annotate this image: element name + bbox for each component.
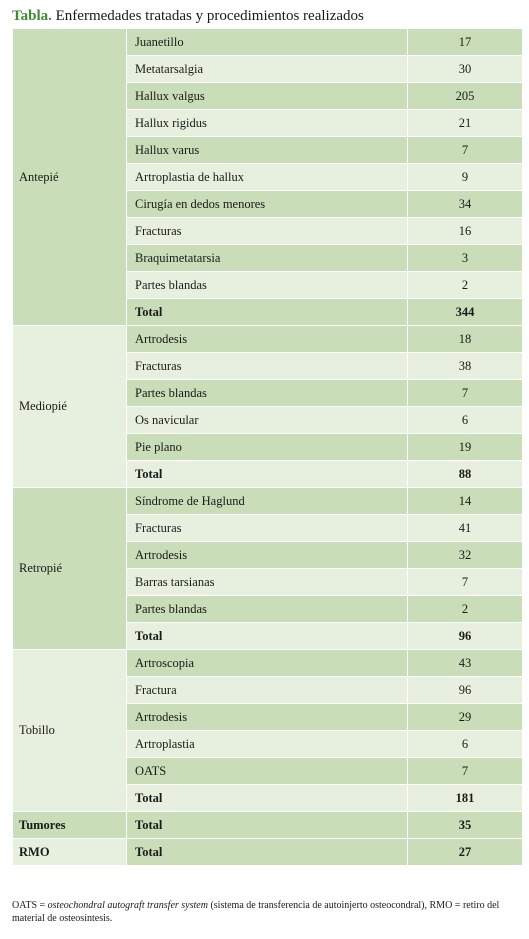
- procedure-count: 21: [408, 110, 523, 137]
- procedure-count: 30: [408, 56, 523, 83]
- table-title-text: Enfermedades tratadas y procedimientos realizados: [55, 8, 364, 24]
- procedure-name: Braquimetatarsia: [127, 245, 408, 272]
- procedure-count: 32: [408, 542, 523, 569]
- procedure-name: Síndrome de Haglund: [127, 488, 408, 515]
- table-row: [13, 326, 523, 353]
- total-count: 35: [408, 812, 523, 839]
- procedure-name: Fracturas: [127, 515, 408, 542]
- total-count: 88: [408, 461, 523, 488]
- table-row: [13, 29, 523, 56]
- table-footnote: [12, 899, 522, 925]
- table-row: [13, 650, 523, 677]
- procedure-count: 2: [408, 272, 523, 299]
- procedure-name: Artroplastia de hallux: [127, 164, 408, 191]
- procedure-count: 19: [408, 434, 523, 461]
- procedure-name: Hallux varus: [127, 137, 408, 164]
- procedure-count: 7: [408, 137, 523, 164]
- procedure-count: 96: [408, 677, 523, 704]
- procedures-table: [12, 28, 523, 866]
- procedure-name: Hallux rigidus: [127, 110, 408, 137]
- procedure-name: Artroplastia: [127, 731, 408, 758]
- procedure-name: Artrodesis: [127, 704, 408, 731]
- footnote-prefix: OATS =: [12, 900, 48, 911]
- group-label: RMO: [13, 839, 127, 866]
- procedure-name: Fractura: [127, 677, 408, 704]
- group-label: Mediopié: [13, 326, 127, 488]
- group-label: Tumores: [13, 812, 127, 839]
- procedure-count: 17: [408, 29, 523, 56]
- procedure-name: Fracturas: [127, 218, 408, 245]
- procedure-count: 6: [408, 407, 523, 434]
- procedure-count: 2: [408, 596, 523, 623]
- procedure-name: Partes blandas: [127, 380, 408, 407]
- total-label: Total: [127, 623, 408, 650]
- procedure-count: 43: [408, 650, 523, 677]
- procedure-name: Artrodesis: [127, 542, 408, 569]
- procedure-count: 205: [408, 83, 523, 110]
- table-total-row: [13, 812, 523, 839]
- total-label: Total: [127, 812, 408, 839]
- procedure-count: 18: [408, 326, 523, 353]
- procedure-count: 9: [408, 164, 523, 191]
- procedure-count: 6: [408, 731, 523, 758]
- procedure-name: Partes blandas: [127, 596, 408, 623]
- total-label: Total: [127, 299, 408, 326]
- table-total-row: [13, 839, 523, 866]
- procedure-name: Partes blandas: [127, 272, 408, 299]
- total-label: Total: [127, 785, 408, 812]
- table-title: [12, 6, 364, 26]
- procedure-name: Metatarsalgia: [127, 56, 408, 83]
- procedure-name: Artroscopia: [127, 650, 408, 677]
- table-row: [13, 488, 523, 515]
- total-label: Total: [127, 839, 408, 866]
- total-count: 96: [408, 623, 523, 650]
- procedure-count: 3: [408, 245, 523, 272]
- total-label: Total: [127, 461, 408, 488]
- total-count: 27: [408, 839, 523, 866]
- procedure-name: Fracturas: [127, 353, 408, 380]
- procedure-count: 7: [408, 758, 523, 785]
- procedure-name: Juanetillo: [127, 29, 408, 56]
- procedure-name: Cirugía en dedos menores: [127, 191, 408, 218]
- group-label: Antepié: [13, 29, 127, 326]
- footnote-rest: (sistema de transferencia de autoinjerto osteocondral), RMO = retiro del material de osteosíntesis.: [12, 900, 500, 924]
- procedure-name: Hallux valgus: [127, 83, 408, 110]
- total-count: 181: [408, 785, 523, 812]
- procedure-count: 7: [408, 569, 523, 596]
- procedure-count: 38: [408, 353, 523, 380]
- procedure-count: 29: [408, 704, 523, 731]
- procedures-table-body: [13, 29, 523, 866]
- footnote-italic: osteochondral autograft transfer system: [47, 900, 208, 911]
- procedure-count: 16: [408, 218, 523, 245]
- procedure-name: Barras tarsianas: [127, 569, 408, 596]
- procedure-name: Os navicular: [127, 407, 408, 434]
- group-label: Tobillo: [13, 650, 127, 812]
- group-label: Retropié: [13, 488, 127, 650]
- procedure-count: 41: [408, 515, 523, 542]
- total-count: 344: [408, 299, 523, 326]
- table-title-tag: Tabla.: [12, 8, 52, 24]
- procedure-name: Artrodesis: [127, 326, 408, 353]
- procedure-name: OATS: [127, 758, 408, 785]
- procedure-count: 34: [408, 191, 523, 218]
- procedure-count: 14: [408, 488, 523, 515]
- procedure-name: Pie plano: [127, 434, 408, 461]
- procedure-count: 7: [408, 380, 523, 407]
